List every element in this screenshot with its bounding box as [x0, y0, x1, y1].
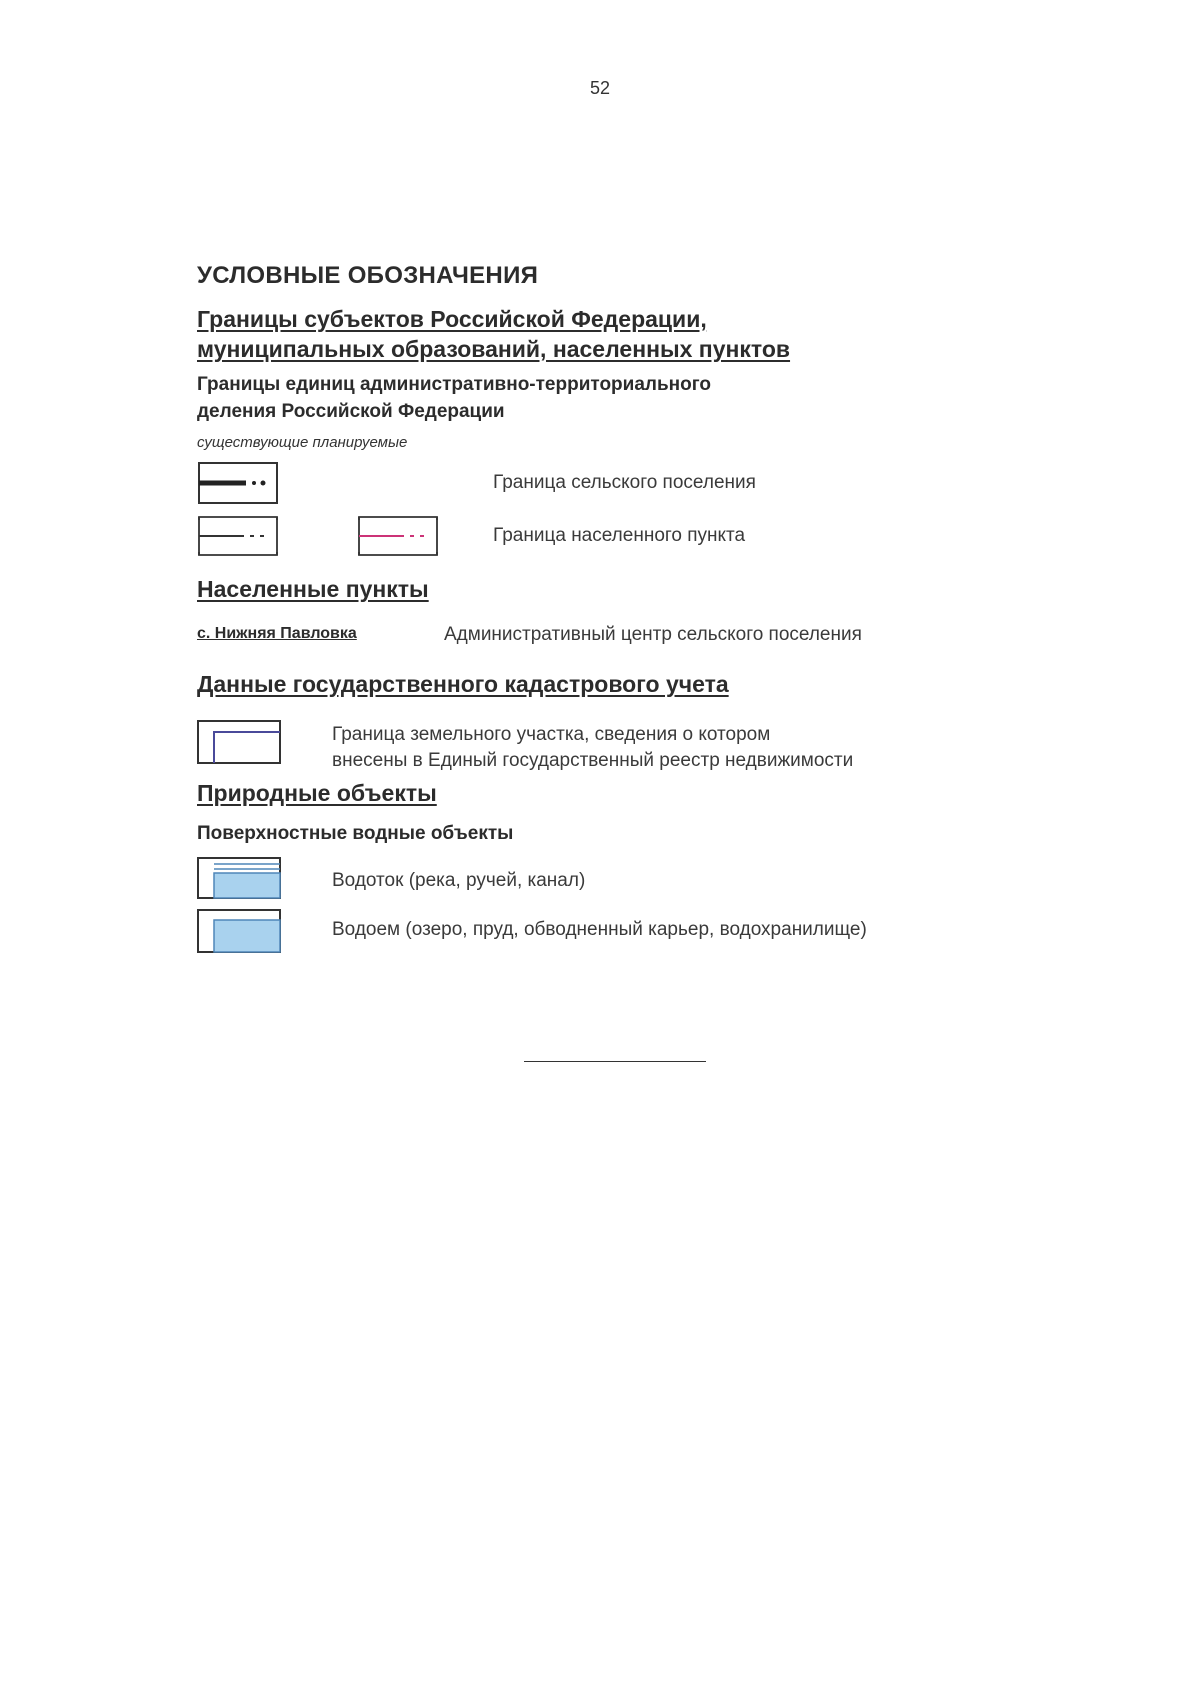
land-plot-boundary-icon	[196, 718, 282, 766]
settlements-heading: Населенные пункты	[197, 576, 429, 602]
settlement-boundary-existing-icon	[196, 514, 280, 558]
borders-heading-line2: муниципальных образований, населенных пунктов	[197, 336, 791, 362]
watercourse-label: Водоток (река, ручей, канал)	[332, 870, 586, 891]
land-plot-label-line2: внесены в Единый государственный реестр недвижимости	[332, 750, 854, 771]
borders-subheading-line1: Границы единиц административно-территориального	[197, 374, 712, 395]
water-body-icon	[196, 907, 282, 955]
legend-title: УСЛОВНЫЕ ОБОЗНАЧЕНИЯ	[197, 262, 539, 289]
borders-heading-line1: Границы субъектов Российской Федерации,	[197, 306, 707, 332]
place-description: Административный центр сельского поселения	[444, 624, 862, 645]
nature-heading: Природные объекты	[197, 780, 437, 806]
settlement-boundary-label: Граница населенного пункта	[493, 525, 746, 546]
settlement-boundary-planned-icon	[356, 514, 440, 558]
surface-water-subheading: Поверхностные водные объекты	[197, 823, 514, 844]
watercourse-icon	[196, 855, 282, 901]
rural-settlement-boundary-label: Граница сельского поселения	[493, 472, 756, 493]
place-name: с. Нижняя Павловка	[197, 625, 357, 642]
end-rule	[524, 1061, 706, 1062]
cadastre-heading: Данные государственного кадастрового учета	[197, 671, 729, 697]
existing-planned-note: существующие планируемые	[197, 434, 408, 451]
land-plot-label-line1: Граница земельного участка, сведения о котором	[332, 724, 771, 745]
water-body-label: Водоем (озеро, пруд, обводненный карьер, водохранилище)	[332, 919, 867, 940]
page-number: 52	[589, 78, 611, 98]
borders-subheading-line2: деления Российской Федерации	[197, 401, 505, 422]
rural-settlement-boundary-icon	[196, 460, 280, 506]
